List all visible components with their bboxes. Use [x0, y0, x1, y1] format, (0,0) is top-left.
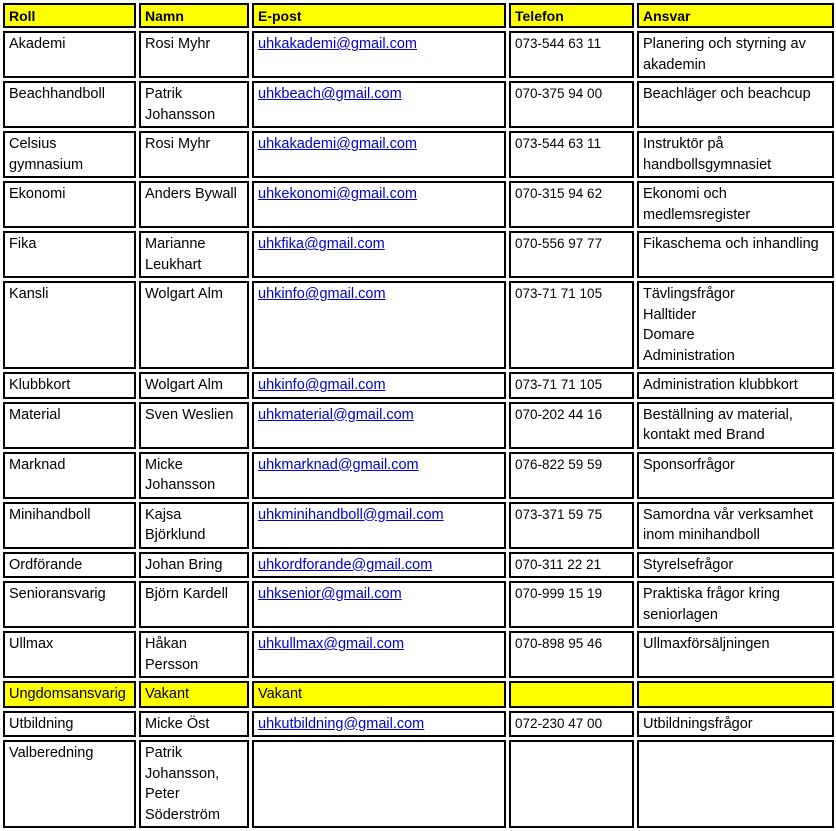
header-ansvar: Ansvar — [637, 3, 834, 28]
email-link[interactable]: uhkinfo@gmail.com — [258, 377, 386, 393]
ansvar-cell — [637, 631, 834, 678]
telefon-text: 070-999 15 19 — [515, 586, 603, 601]
telefon-text: 076-822 59 59 — [515, 456, 603, 472]
roll-cell — [3, 131, 136, 178]
telefon-cell — [509, 552, 634, 579]
roll-cell — [3, 372, 136, 399]
epost-cell — [252, 81, 506, 128]
ansvar-text: Beställning av material, kontakt med Brand — [643, 406, 793, 443]
roll-text: Kansli — [9, 286, 49, 302]
table-header — [3, 3, 834, 28]
namn-text: Micke Öst — [145, 715, 210, 732]
ansvar-text: Ekonomi och medlemsregister — [643, 186, 751, 223]
table-row — [3, 681, 834, 708]
email-link[interactable]: uhkakademi@gmail.com — [258, 36, 417, 52]
epost-cell — [252, 231, 506, 278]
namn-cell — [139, 131, 249, 178]
roll-text: Minihandboll — [9, 506, 91, 523]
namn-cell — [139, 581, 249, 628]
ansvar-cell — [637, 502, 834, 549]
table-row — [3, 281, 834, 369]
ansvar-text: Administration klubbkort — [643, 377, 798, 393]
ansvar-cell — [637, 581, 834, 628]
epost-cell — [252, 502, 506, 549]
roll-text: Material — [9, 406, 61, 423]
table-body — [3, 31, 834, 828]
header-namn: Namn — [139, 3, 249, 28]
ansvar-text: Samordna vår verksamhet inom minihandboll — [643, 506, 814, 543]
email-link[interactable]: uhkbeach@gmail.com — [258, 86, 402, 102]
table-row — [3, 31, 834, 78]
namn-cell — [139, 552, 249, 579]
roll-cell — [3, 452, 136, 499]
email-link[interactable]: uhkekonomi@gmail.com — [258, 186, 417, 202]
roll-text: Celsius gymnasium — [9, 136, 84, 173]
ansvar-text: Instruktör på handbollsgymnasiet — [643, 136, 772, 173]
roll-cell — [3, 402, 136, 449]
namn-text: Marianne Leukhart — [145, 236, 206, 273]
roll-cell — [3, 740, 136, 828]
namn-cell — [139, 452, 249, 499]
telefon-text: 073-544 63 11 — [515, 136, 602, 151]
header-telefon: Telefon — [509, 3, 634, 28]
roll-cell — [3, 581, 136, 628]
namn-cell — [139, 711, 249, 738]
epost-cell — [252, 31, 506, 78]
table-row — [3, 711, 834, 738]
telefon-text: 070-898 95 46 — [515, 636, 603, 651]
telefon-text: 070-311 22 21 — [515, 556, 602, 572]
namn-cell — [139, 81, 249, 128]
ansvar-cell — [637, 681, 834, 708]
namn-cell — [139, 231, 249, 278]
table-row — [3, 372, 834, 399]
roll-cell — [3, 181, 136, 228]
ansvar-text: Utbildningsfrågor — [643, 715, 753, 732]
epost-cell — [252, 681, 506, 708]
telefon-text: 070-202 44 16 — [515, 406, 603, 422]
roll-cell — [3, 681, 136, 708]
header-epost: E-post — [252, 3, 506, 28]
ansvar-cell — [637, 552, 834, 579]
namn-text: Wolgart Alm — [145, 286, 223, 302]
epost-cell — [252, 552, 506, 579]
ansvar-text: Planering och styrning av akademin — [643, 36, 806, 73]
telefon-cell — [509, 681, 634, 708]
roll-text: Senioransvarig — [9, 586, 106, 602]
telefon-cell — [509, 631, 634, 678]
email-link[interactable]: uhkakademi@gmail.com — [258, 136, 417, 152]
roll-text: Ullmax — [9, 636, 54, 652]
namn-text: Sven Weslien — [145, 406, 234, 423]
ansvar-text: Praktiska frågor kring seniorlagen — [643, 586, 780, 623]
telefon-cell — [509, 231, 634, 278]
epost-cell — [252, 131, 506, 178]
telefon-text: 073-371 59 75 — [515, 506, 603, 522]
roll-text: Utbildning — [9, 715, 74, 732]
ansvar-cell — [637, 402, 834, 449]
roll-text: Valberedning — [9, 745, 94, 761]
telefon-cell — [509, 581, 634, 628]
email-link[interactable]: uhkmaterial@gmail.com — [258, 406, 414, 423]
telefon-cell — [509, 452, 634, 499]
ansvar-line: Domare — [643, 327, 695, 343]
roll-cell — [3, 281, 136, 369]
telefon-cell — [509, 81, 634, 128]
namn-text: Patrik Johansson — [145, 86, 216, 123]
table-row — [3, 552, 834, 579]
ansvar-text: Styrelsefrågor — [643, 556, 734, 573]
email-link[interactable]: uhkmarknad@gmail.com — [258, 456, 419, 473]
roll-cell — [3, 231, 136, 278]
namn-cell — [139, 402, 249, 449]
ansvar-text: Beachläger och beachcup — [643, 86, 811, 102]
namn-line: Peter — [145, 786, 180, 802]
telefon-text: 073-71 71 105 — [515, 377, 603, 392]
namn-text: Wolgart Alm — [145, 377, 223, 393]
ansvar-line: Halltider — [643, 306, 697, 323]
epost-cell — [252, 281, 506, 369]
roll-cell — [3, 502, 136, 549]
ansvar-text: Ullmaxförsäljningen — [643, 636, 770, 652]
namn-cell — [139, 372, 249, 399]
ansvar-cell — [637, 131, 834, 178]
table-row — [3, 631, 834, 678]
telefon-cell — [509, 281, 634, 369]
table-row — [3, 402, 834, 449]
ansvar-cell — [637, 31, 834, 78]
ansvar-cell — [637, 81, 834, 128]
ansvar-cell — [637, 711, 834, 738]
roll-cell — [3, 552, 136, 579]
namn-text: Kajsa Björklund — [145, 506, 206, 543]
namn-text: Vakant — [145, 686, 190, 702]
namn-cell — [139, 281, 249, 369]
epost-cell — [252, 402, 506, 449]
ansvar-text: Fikaschema och inhandling — [643, 236, 819, 252]
table-row — [3, 502, 834, 549]
epost-cell — [252, 181, 506, 228]
epost-cell — [252, 711, 506, 738]
roll-cell — [3, 631, 136, 678]
namn-line: Söderström — [145, 806, 220, 823]
table-row — [3, 231, 834, 278]
namn-cell — [139, 631, 249, 678]
epost-cell — [252, 452, 506, 499]
ansvar-cell — [637, 181, 834, 228]
namn-text: Björn Kardell — [145, 586, 229, 602]
telefon-cell — [509, 372, 634, 399]
roll-text: Akademi — [9, 36, 66, 52]
email-link[interactable]: uhkinfo@gmail.com — [258, 286, 386, 302]
header-row — [3, 3, 834, 28]
table-row — [3, 81, 834, 128]
namn-line: Patrik — [145, 745, 183, 761]
email-link[interactable]: uhkfika@gmail.com — [258, 236, 385, 252]
telefon-cell — [509, 31, 634, 78]
roll-text: Ekonomi — [9, 186, 66, 202]
roll-cell — [3, 711, 136, 738]
ansvar-text: Sponsorfrågor — [643, 456, 735, 473]
namn-cell — [139, 31, 249, 78]
telefon-text: 070-556 97 77 — [515, 236, 603, 251]
roll-cell — [3, 31, 136, 78]
telefon-cell — [509, 131, 634, 178]
roll-text: Ungdomsansvarig — [9, 686, 126, 702]
telefon-cell — [509, 711, 634, 738]
header-roll: Roll — [3, 3, 136, 28]
telefon-cell — [509, 740, 634, 828]
roll-text: Fika — [9, 236, 37, 252]
epost-cell — [252, 581, 506, 628]
namn-cell — [139, 502, 249, 549]
namn-cell — [139, 181, 249, 228]
epost-cell — [252, 740, 506, 828]
telefon-cell — [509, 402, 634, 449]
namn-text: Rosi Myhr — [145, 136, 211, 152]
epost-text: Vakant — [258, 686, 303, 702]
email-link[interactable]: uhksenior@gmail.com — [258, 586, 402, 602]
namn-text: Anders Bywall — [145, 186, 237, 202]
roll-text: Beachhandboll — [9, 86, 105, 102]
ansvar-cell — [637, 372, 834, 399]
ansvar-line: Tävlingsfrågor — [643, 286, 735, 302]
telefon-cell — [509, 502, 634, 549]
email-link[interactable]: uhkordforande@gmail.com — [258, 556, 433, 573]
roll-text: Ordförande — [9, 556, 83, 573]
namn-cell — [139, 740, 249, 828]
email-link[interactable]: uhkutbildning@gmail.com — [258, 715, 425, 732]
telefon-text: 073-71 71 105 — [515, 286, 603, 301]
table-row — [3, 181, 834, 228]
telefon-text: 070-375 94 00 — [515, 86, 603, 101]
epost-cell — [252, 631, 506, 678]
telefon-text: 070-315 94 62 — [515, 186, 603, 201]
table-row — [3, 740, 834, 828]
namn-text: Rosi Myhr — [145, 36, 211, 52]
table-row — [3, 452, 834, 499]
epost-cell — [252, 372, 506, 399]
email-link[interactable]: uhkminihandboll@gmail.com — [258, 506, 444, 523]
ansvar-cell — [637, 452, 834, 499]
ansvar-cell — [637, 281, 834, 369]
telefon-cell — [509, 181, 634, 228]
namn-cell — [139, 681, 249, 708]
namn-line: Johansson, — [145, 765, 220, 782]
namn-text: Micke Johansson — [145, 456, 216, 493]
roll-text: Klubbkort — [9, 377, 71, 393]
namn-text: Johan Bring — [145, 556, 223, 573]
ansvar-cell — [637, 231, 834, 278]
ansvar-cell — [637, 740, 834, 828]
telefon-text: 072-230 47 00 — [515, 715, 603, 731]
table-row — [3, 131, 834, 178]
namn-text: Håkan Persson — [145, 636, 199, 673]
email-link[interactable]: uhkullmax@gmail.com — [258, 636, 405, 652]
ansvar-line: Administration — [643, 347, 735, 364]
roll-text: Marknad — [9, 456, 66, 473]
telefon-text: 073-544 63 11 — [515, 36, 602, 51]
roll-cell — [3, 81, 136, 128]
table-row — [3, 581, 834, 628]
